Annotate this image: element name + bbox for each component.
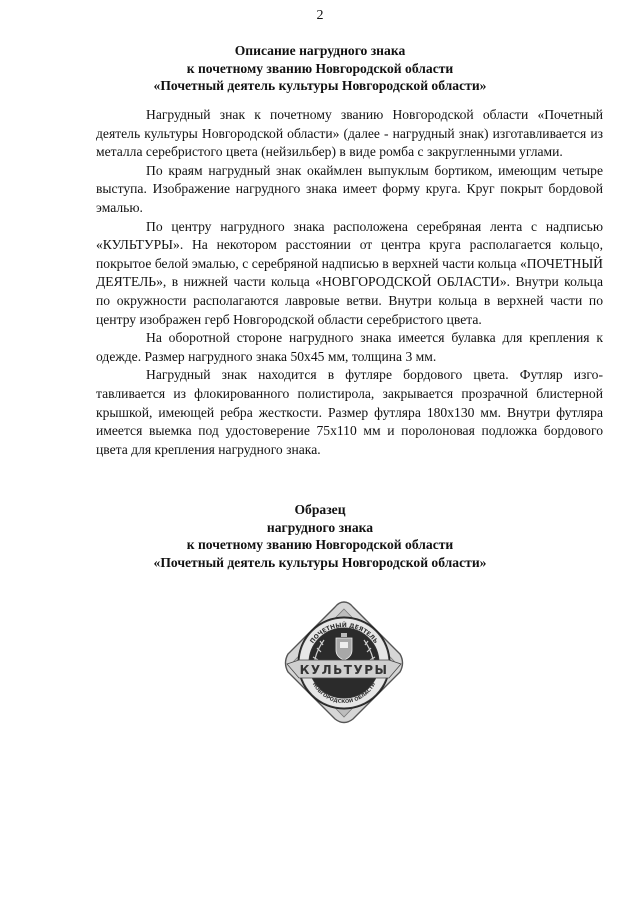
paragraph-border: По краям нагрудный знак окаймлен выпуклым бортиком, имеющим четыре выступа. Изображение нагрудного знака имеет форму круга. Круг покрыт бордовой эмалью. xyxy=(96,162,603,215)
paragraph-shape: Нагрудный знак к почетному званию Новгородской области «Почетный деятель культуры Новгородской области» (далее - нагрудный знак) изготавливается из металла серебристого цвета (нейзильбер) в виде ромба с закругленными углами. xyxy=(96,107,603,160)
description-title-line-1: Описание нагрудного знака xyxy=(234,43,406,58)
description-title-line-3: «Почетный деятель культуры Новгородской области» xyxy=(153,78,487,93)
sample-title-line-3: к почетному званию Новгородской области xyxy=(186,537,454,552)
description-body xyxy=(96,106,603,459)
page-number: 2 xyxy=(316,8,324,23)
badge-image xyxy=(279,598,409,728)
paragraph-center: По центру нагрудного знака расположена серебряная лента с надписью «КУЛЬТУРЫ». На некотором расстоянии от центра круга располагается кольцо, покрытое белой эмалью, с серебряной надписью в верхней части кольца «ПОЧЕТНЫЙ ДЕЯТЕЛЬ», в нижней части кольца «НОВГОРОДСКОЙ ОБЛАСТИ». Внутри кольца по окружности располагаются лавровые ветви. Внутри кольца в верхней части по центру изображен герб Новгородской области серебристого цвета. xyxy=(96,218,603,327)
badge-ring-bottom-text: НОВГОРОДСКОЙ ОБЛАСТИ xyxy=(310,681,378,706)
badge-ribbon-text: КУЛЬТУРЫ xyxy=(299,663,389,677)
sample-title xyxy=(0,501,640,571)
badge-ring-top-text: ПОЧЕТНЫЙ ДЕЯТЕЛЬ xyxy=(308,621,380,645)
description-title-line-2: к почетному званию Новгородской области xyxy=(186,60,454,76)
paragraph-case: Нагрудный знак находится в футляре бордового цвета. Футляр изготавливается из флокированного полистирола, закрывается прозрачной блистерной крышкой, имеющей ребра жесткости. Размер футляра 180х130 мм. Внутри футляра имеется выемка под удостоверение 75х110 мм и поролоновая подложка бордового цвета для крепления нагрудного знака. xyxy=(96,367,603,457)
sample-title-line-1: Образец xyxy=(294,502,346,517)
sample-title-line-4: «Почетный деятель культуры Новгородской области» xyxy=(153,554,487,570)
sample-title-line-2: нагрудного знака xyxy=(266,519,374,535)
paragraph-reverse: На оборотной стороне нагрудного знака имеется булавка для крепления к одежде. Размер нагрудного знака 50х45 мм, толщина 3 мм. xyxy=(96,330,603,364)
description-title xyxy=(0,42,640,95)
